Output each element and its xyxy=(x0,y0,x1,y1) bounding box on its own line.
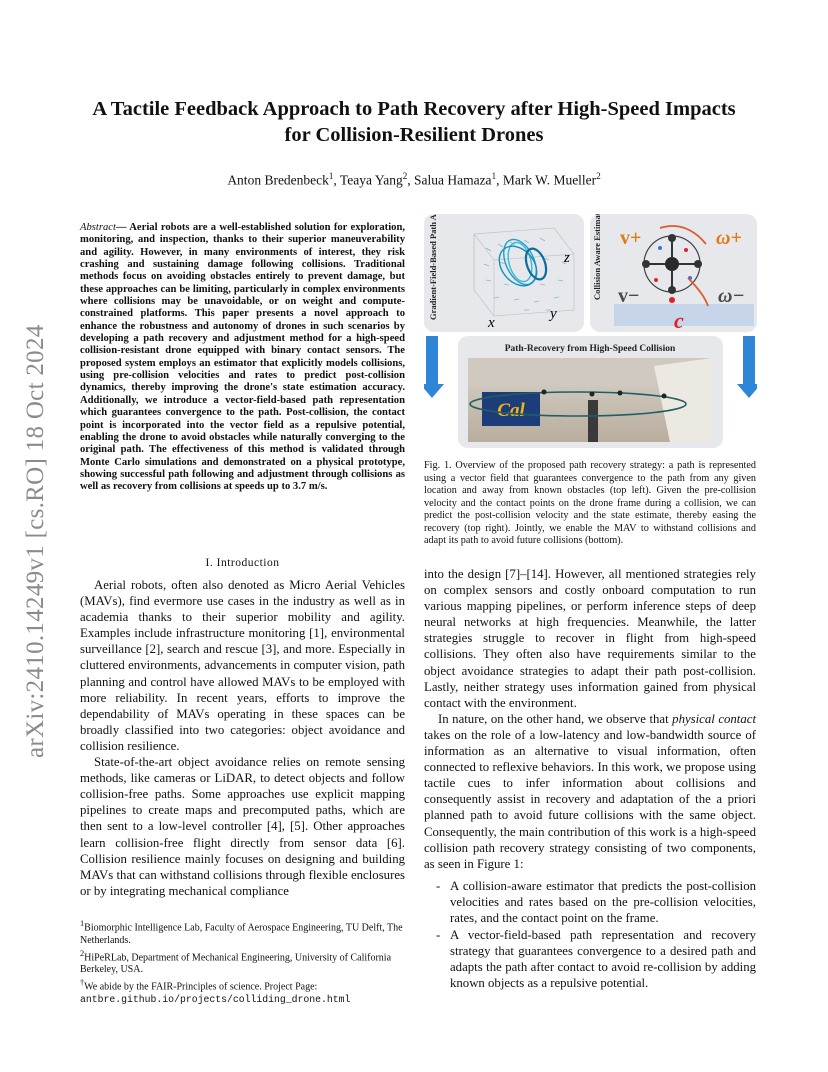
paragraph xyxy=(424,711,756,872)
list-item-text: A vector-field-based path representation and recovery strategy that guarantees convergence to a desired path and adapts the path after contact to avoid re-collision by adding known objects as a repulsive potential. xyxy=(450,928,756,991)
author-affiliation: 1 xyxy=(328,171,334,181)
label-v-minus: v− xyxy=(618,285,640,307)
label-omega-plus: ω+ xyxy=(716,227,742,249)
paper-title: A Tactile Feedback Approach to Path Recovery after High-Speed Impacts for Collision-Resilient Drones xyxy=(92,98,736,146)
footnote xyxy=(80,977,405,1007)
figure-1 xyxy=(424,214,757,452)
author-name: Mark W. Mueller xyxy=(502,172,597,188)
abstract-label: Abstract xyxy=(80,222,116,233)
footnote-text: Biomorphic Intelligence Lab, Faculty of Aerospace Engineering, TU Delft, The Netherlands. xyxy=(80,922,403,946)
footnote xyxy=(80,918,405,948)
paragraph: State-of-the-art object avoidance relies on remote sensing methods, like cameras or LiDAR, to detect objects and follow collision-free paths. Some approaches use explicit mapping pipelines to create maps and precomputed paths, which are then sent to a low-level controller [4], [5]. Other approaches learn collision-free flight directly from sensor data [6]. Collision resilience mainly focuses on designing and building MAVs that can withstand collisions through flexible enclosures or by integrating mechanical compliance xyxy=(80,755,405,898)
author-affiliation: 2 xyxy=(402,171,408,181)
label-v-plus: v+ xyxy=(620,227,642,249)
project-page-link[interactable]: antbre.github.io/projects/colliding_drone.html xyxy=(80,993,351,1005)
author-list: Anton Bredenbeck$^1$, Teaya Yang$^2$, Salua Hamaza$^1$, Mark W. Mueller$^2$ xyxy=(227,171,601,188)
paragraph-text: takes on the role of a low-latency and low-bandwidth source of information as an alternative to visual information, often connected to reflexive behaviors. In this work, we propose using tactile cues to infer information about collisions and consequently assist in recovery and adaptation of the a priori planned path to avoid future collisions with the same object. Consequently, the main contribution of this work is a high-speed collision path recovery strategy consisting of two components, as seen in Figure 1: xyxy=(424,727,756,871)
panel-bottom-label: Path-Recovery from High-Speed Collision xyxy=(504,344,676,354)
section-heading-text: I. Introduction xyxy=(205,557,280,569)
footnote-marker: 1 xyxy=(80,919,85,928)
panel-left-label: Gradient-Field-Based Path Adaptation xyxy=(428,214,438,320)
paragraph: Aerial robots, often also denoted as Micro Aerial Vehicles (MAVs), find evermore use cases in the industry as well as in academia thanks to their superior mobility and agility. Examples include infrastructure monitoring [1], environmental surveillance [2], search and rescue [3], and more. Especially in cluttered environments, advancements in computer vision, path planning and control have allowed MAVs to be employed with more reliability. In recent years, efforts to improve the dependability of MAVs operating in these spaces can be broadly classified into two categories: object avoidance and collision resilience. xyxy=(80,578,405,753)
axis-label-z: z xyxy=(564,250,570,266)
footnote-marker: 2 xyxy=(80,948,85,958)
list-item-text: A collision-aware estimator that predicts the post-collision velocities and rates based on the pre-collision velocities, rates, and the contact point on the frame. xyxy=(450,878,756,925)
arxiv-identifier: arXiv:2410.14249v1 [cs.RO] 18 Oct 2024 xyxy=(22,324,49,758)
footnote-text: We abide by the FAIR-Principles of science. Project Page: xyxy=(84,981,318,993)
contribution-list xyxy=(424,878,756,992)
wall-surface xyxy=(614,304,754,326)
banner-text: Cal xyxy=(497,400,525,421)
obstacle-pillar xyxy=(588,400,598,442)
footnote xyxy=(80,948,405,978)
label-contact: c xyxy=(674,308,684,333)
paragraph: into the design [7]–[14]. However, all mentioned strategies rely on complex sensors and costly onboard computation to run various mapping pipelines, or perform inference steps of deep neural networks at high frequencies. Meanwhile, the latter strategies struggle to recover in flight from high-speed collisions. They often also have requirements similar to the object avoidance strategies to adapt their path post-collision. Lastly, neither strategy uses information gained from physical contact with the environment. xyxy=(424,567,756,710)
list-item: - A vector-field-based path representation and recovery strategy that guarantees convergence to a desired path and adapts the path after contact to avoid re-collision by adding known objects as a repulsive potential. xyxy=(436,928,756,991)
label-omega-minus: ω− xyxy=(718,285,745,307)
emphasis-text: physical contact xyxy=(672,711,756,726)
author-affiliation: 2 xyxy=(596,171,601,181)
section-heading xyxy=(80,557,405,569)
paragraph-text: In nature, on the other hand, we observe that xyxy=(438,711,673,726)
footnotes xyxy=(80,918,405,1007)
left-column-body xyxy=(80,577,405,899)
axis-label-x: x xyxy=(488,315,495,331)
author-affiliation: 1 xyxy=(491,171,497,181)
author-name: Salua Hamaza xyxy=(413,172,492,188)
author-name: Anton Bredenbeck xyxy=(227,172,329,188)
abstract xyxy=(80,222,405,494)
panel-right-label: Collision Aware Estimation xyxy=(592,214,602,300)
right-column-body xyxy=(424,566,756,992)
list-item: - A collision-aware estimator that predicts the post-collision velocities and rates based on the pre-collision velocities, rates, and the contact point on the frame. xyxy=(436,878,756,925)
figure-1-graphic xyxy=(424,214,757,452)
footnote-text: HiPeRLab, Department of Mechanical Engineering, University of California Berkeley, USA. xyxy=(80,951,392,976)
axis-label-y: y xyxy=(550,306,557,322)
footnote-marker: † xyxy=(80,978,85,988)
abstract-text: — Aerial robots are a well-established solution for exploration, monitoring, and inspection, thanks to their superior maneuverability and agility. However, in many environments of interest, they risk crashing and sustaining damage following collisions. Traditional methods focus on avoiding obstacles entirely to prevent damage, but these approaches can be limiting, particularly in complex environments where collisions may be unavoidable, or on weight and compute-constrained platforms. This paper presents a novel approach to enhance the robustness and autonomy of drones in such scenarios by developing a path recovery and adjustment method for a high-speed collision-resistant drone equipped with binary contact sensors. The proposed system employs an estimator that explicitly models collisions, using pre-collision velocities and rates to predict post-collision dynamics, thereby improving the drone's state estimation accuracy. Additionally, we introduce a vector-field-based path representation which guarantees convergence to the path. Post-collision, the contact point is incorporated into the vector field as a repulsive potential, enabling the drone to avoid obstacles while naturally converging to the original path. The effectiveness of this method is validated through Monte Carlo simulations and demonstrated on a physical prototype, showing successful path following and adjustment through collisions as well as recovery from collisions at speeds up to 3.7 m/s. xyxy=(80,222,405,493)
author-name: Teaya Yang xyxy=(339,172,403,188)
figure-caption: Fig. 1. Overview of the proposed path recovery strategy: a path is represented using a vector field that guarantees convergence to the path from any given location and away from known obstacles (top left). Given the pre-collision velocity and the contact points on the drone frame during a collision, we can predict the post-collision velocity and the state estimate, thereby easing the recovery (top right). Jointly, we enable the MAV to withstand collisions and adapt its path to avoid future collisions (bottom). xyxy=(424,460,756,546)
